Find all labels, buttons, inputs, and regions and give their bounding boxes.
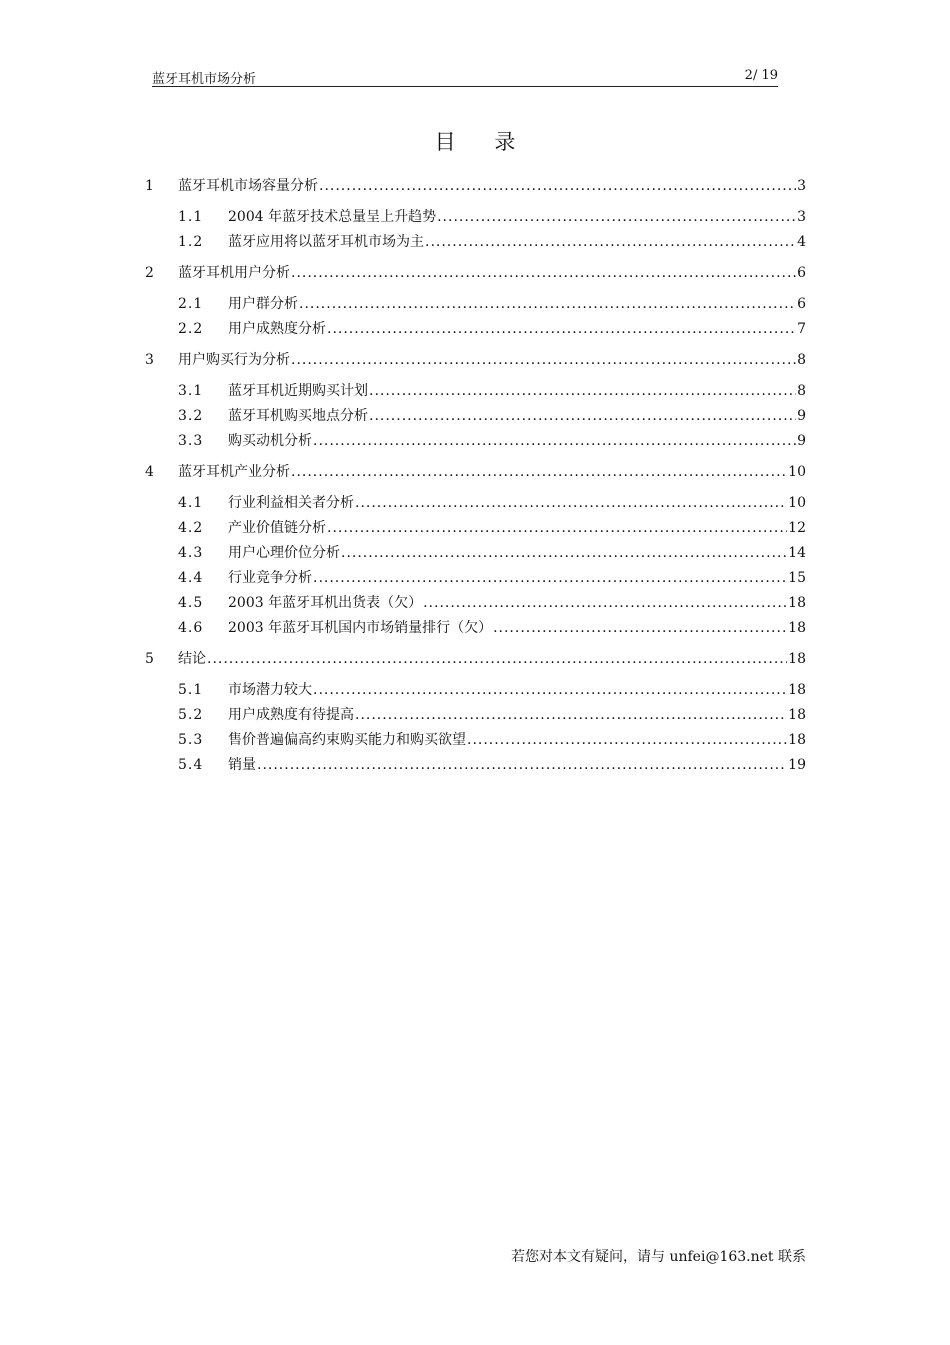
toc-entry-label: 蓝牙耳机购买地点分析 [228, 408, 368, 424]
toc-entry-label: 蓝牙耳机近期购买计划 [228, 383, 368, 399]
toc-entry-number: 3.2 [178, 408, 204, 424]
toc-entry-number: 3.3 [178, 433, 204, 449]
toc-entry[interactable] [145, 262, 806, 282]
toc-entry-number: 5.1 [178, 682, 204, 698]
toc-entry-number: 4.2 [178, 520, 204, 536]
toc-entry-page: 8 [797, 383, 806, 399]
toc-entry-page: 18 [788, 651, 806, 667]
toc-entry-label: 用户成熟度有待提高 [228, 707, 354, 723]
toc-entry-page: 4 [797, 234, 806, 250]
toc-entry-label: 蓝牙耳机产业分析 [178, 464, 290, 480]
toc-entry-page: 7 [797, 321, 806, 337]
toc-entry-label: 用户心理价位分析 [228, 545, 340, 561]
toc-entry-label: 销量 [228, 757, 256, 773]
toc-leader-dots [291, 352, 796, 368]
toc-entry[interactable] [178, 729, 806, 749]
toc-entry[interactable] [178, 492, 806, 512]
toc-entry[interactable] [145, 349, 806, 369]
toc-entry[interactable] [178, 592, 806, 612]
toc-entry-label: 蓝牙耳机用户分析 [178, 265, 290, 281]
toc-entry-page: 19 [788, 757, 806, 773]
toc-leader-dots [355, 495, 787, 511]
page-header [152, 68, 778, 87]
toc-entry-label: 用户成熟度分析 [228, 321, 326, 337]
toc-entry[interactable] [145, 461, 806, 481]
toc-leader-dots [467, 732, 787, 748]
toc-entry-label: 用户群分析 [228, 296, 298, 312]
footer-contact: 若您对本文有疑问，请与 unfei@163.net 联系 [511, 1249, 806, 1265]
toc-entry-page: 6 [797, 296, 806, 312]
toc-entry-page: 18 [788, 682, 806, 698]
toc-leader-dots [207, 651, 787, 667]
toc-entry-number: 2.2 [178, 321, 204, 337]
toc-entry-label: 市场潜力较大 [228, 682, 312, 698]
toc-entry-number: 4.6 [178, 620, 204, 636]
toc-entry[interactable] [145, 175, 806, 195]
toc-entry-number: 3 [145, 352, 154, 368]
toc-entry-label: 售价普遍偏高约束购买能力和购买欲望 [228, 732, 466, 748]
toc-entry[interactable] [178, 567, 806, 587]
toc-leader-dots [437, 209, 796, 225]
header-page-number: 2/ 19 [744, 68, 778, 83]
toc-leader-dots [327, 321, 796, 337]
toc-title: 目 录 [434, 130, 532, 154]
toc-entry-page: 14 [788, 545, 806, 561]
toc-entry-number: 4.4 [178, 570, 204, 586]
toc-leader-dots [313, 570, 787, 586]
toc-entry-page: 15 [788, 570, 806, 586]
toc-entry-label: 行业利益相关者分析 [228, 495, 354, 511]
toc-entry[interactable] [178, 380, 806, 400]
toc-entry-number: 1.2 [178, 234, 204, 250]
toc-leader-dots [291, 265, 796, 281]
toc-entry[interactable] [178, 405, 806, 425]
toc-entry-number: 1 [145, 178, 154, 194]
header-title: 蓝牙耳机市场分析 [152, 72, 257, 87]
toc-entry[interactable] [178, 617, 806, 637]
toc-entry-page: 9 [797, 433, 806, 449]
toc-entry-page: 18 [788, 707, 806, 723]
toc-leader-dots [493, 620, 787, 636]
toc-entry-number: 2 [145, 265, 154, 281]
toc-entry[interactable] [178, 754, 806, 774]
toc-entry-page: 18 [788, 620, 806, 636]
toc-leader-dots [313, 433, 796, 449]
toc-leader-dots [355, 707, 787, 723]
toc-entry-page: 8 [797, 352, 806, 368]
toc-entry-page: 10 [788, 464, 806, 480]
toc-entry-page: 18 [788, 595, 806, 611]
toc-entry-label: 2003 年蓝牙耳机出货表（欠） [228, 595, 423, 611]
toc-entry[interactable] [178, 206, 806, 226]
toc-leader-dots [425, 234, 796, 250]
toc-entry-label: 用户购买行为分析 [178, 352, 290, 368]
toc-entry-label: 行业竞争分析 [228, 570, 312, 586]
toc-entry[interactable] [178, 517, 806, 537]
toc-entry[interactable] [178, 231, 806, 251]
toc-entry-page: 3 [797, 178, 806, 194]
toc-entry[interactable] [145, 648, 806, 668]
toc-leader-dots [341, 545, 787, 561]
toc-entry-page: 10 [788, 495, 806, 511]
toc-entry[interactable] [178, 293, 806, 313]
toc-entry-number: 4.5 [178, 595, 204, 611]
toc-entry[interactable] [178, 704, 806, 724]
toc-leader-dots [369, 383, 796, 399]
toc-leader-dots [313, 682, 787, 698]
toc-entry-label: 结论 [178, 651, 206, 667]
toc-entry-number: 4.3 [178, 545, 204, 561]
toc-entry-number: 5 [145, 651, 154, 667]
toc-leader-dots [299, 296, 796, 312]
toc-entry-page: 3 [797, 209, 806, 225]
toc-leader-dots [319, 178, 796, 194]
toc-entry-number: 5.4 [178, 757, 204, 773]
toc-entry-label: 购买动机分析 [228, 433, 312, 449]
toc-entry-label: 2003 年蓝牙耳机国内市场销量排行（欠） [228, 620, 493, 636]
toc-leader-dots [327, 520, 787, 536]
toc-entry-label: 蓝牙耳机市场容量分析 [178, 178, 318, 194]
toc-entry-number: 1.1 [178, 209, 204, 225]
toc-entry-number: 4.1 [178, 495, 204, 511]
toc-entry-label: 产业价值链分析 [228, 520, 326, 536]
toc-leader-dots [257, 757, 787, 773]
toc-leader-dots [291, 464, 787, 480]
toc-entry[interactable] [178, 542, 806, 562]
toc-entry-number: 3.1 [178, 383, 204, 399]
toc-entry[interactable] [178, 430, 806, 450]
toc-entry-number: 2.1 [178, 296, 204, 312]
toc-leader-dots [369, 408, 796, 424]
toc-entry-page: 9 [797, 408, 806, 424]
toc-entry-number: 4 [145, 464, 154, 480]
toc-entry-label: 蓝牙应用将以蓝牙耳机市场为主 [228, 234, 424, 250]
toc-leader-dots [423, 595, 787, 611]
toc-entry[interactable] [178, 679, 806, 699]
toc-entry[interactable] [178, 318, 806, 338]
toc-entry-page: 6 [797, 265, 806, 281]
toc-entry-number: 5.3 [178, 732, 204, 748]
toc-entry-page: 12 [788, 520, 806, 536]
toc-entry-label: 2004 年蓝牙技术总量呈上升趋势 [228, 209, 437, 225]
toc-entry-page: 18 [788, 732, 806, 748]
toc-entry-number: 5.2 [178, 707, 204, 723]
